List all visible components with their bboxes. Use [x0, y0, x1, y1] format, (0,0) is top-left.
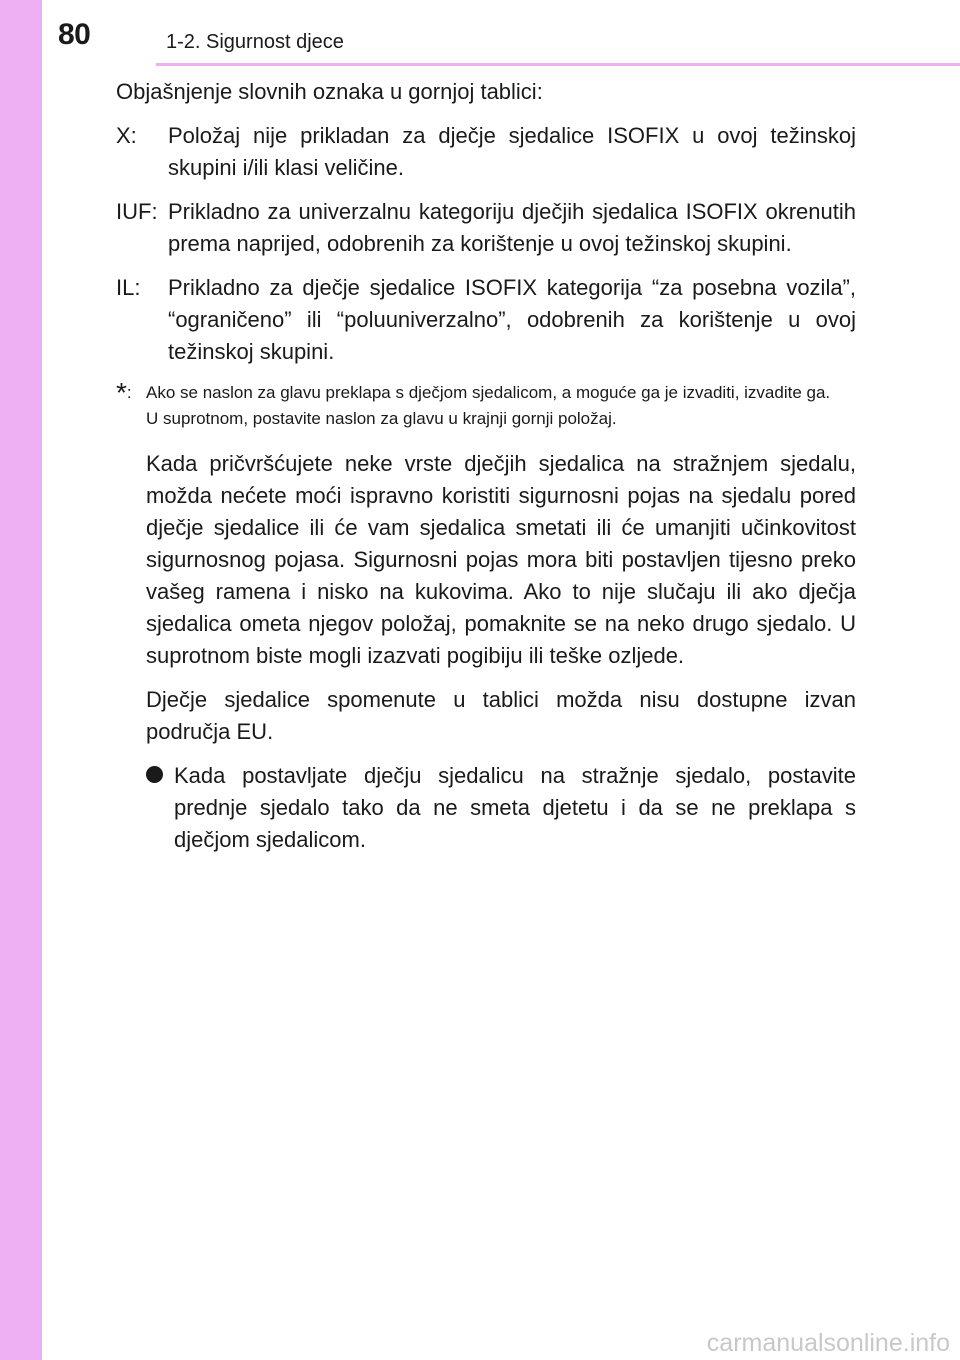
definition-text: Položaj nije prikladan za dječje sjedalice ISOFIX u ovoj težinskoj skupini i/ili klasi veličine. — [168, 123, 856, 180]
footnote-colon: : — [126, 383, 132, 402]
footnote-text — [146, 380, 856, 432]
footnote-line-2: U suprotnom, postavite naslon za glavu u krajnji gornji položaj. — [146, 409, 617, 428]
intro-text: Objašnjenje slovnih oznaka u gornjoj tablici: — [116, 79, 543, 104]
watermark: carmanualsonline.info — [706, 1329, 950, 1357]
side-color-strip — [0, 0, 42, 1360]
definition-iuf — [116, 196, 856, 260]
bullet-text: Kada postavljate dječju sjedalicu na stražnje sjedalo, postavite prednje sjedalo tako da ne smeta djetetu i da se ne preklapa s dječjom sjedalicom. — [174, 763, 856, 852]
section-title: 1-2. Sigurnost djece — [166, 31, 344, 53]
bullet-icon — [146, 760, 168, 856]
header-rule — [156, 63, 960, 66]
page-number: 80 — [58, 18, 91, 51]
definition-term: IUF: — [116, 199, 158, 224]
footnote-line-1: Ako se naslon za glavu preklapa s dječjom sjedalicom, a moguće ga je izvaditi, izvadite ga. — [146, 383, 831, 402]
definition-text: Prikladno za univerzalnu kategoriju dječjih sjedalica ISOFIX okrenutih prema naprijed, odobrenih za korištenje u ovoj težinskoj skupini. — [168, 199, 856, 256]
footnote-marker — [116, 377, 146, 432]
body-paragraph: Dječje sjedalice spomenute u tablici možda nisu dostupne izvan područja EU. — [146, 687, 856, 744]
footnote — [116, 377, 856, 432]
asterisk-icon: * — [116, 377, 127, 408]
definition-term: X: — [116, 123, 137, 148]
definition-term: IL: — [116, 275, 141, 300]
definition-il — [116, 272, 856, 368]
page-body — [116, 76, 856, 868]
page-header — [0, 0, 960, 58]
body-paragraph: Kada pričvršćujete neke vrste dječjih sjedalica na stražnjem sjedalu, možda nećete moći ispravno koristiti sigurnosni pojas na sjedalu pored dječje sjedalice ili će vam sjedalica smetati ili će umanjiti učinkovitost sigurnosnog pojasa. Sigurnosni pojas mora biti postavljen tijesno preko vašeg ramena i nisko na kukovima. Ako to nije slučaju ili ako dječja sjedalica ometa njegov položaj, pomaknite se na neko drugo sjedalo. U suprotnom biste mogli izazvati pogibiju ili teške ozljede. — [146, 451, 856, 668]
bullet-item — [146, 760, 856, 856]
definition-text: Prikladno za dječje sjedalice ISOFIX kategorija “za posebna vozila”, “ograničeno” ili “poluuniverzalno”, odobrenih za korištenje u ovoj težinskoj skupini. — [168, 275, 856, 364]
definition-x — [116, 120, 856, 184]
